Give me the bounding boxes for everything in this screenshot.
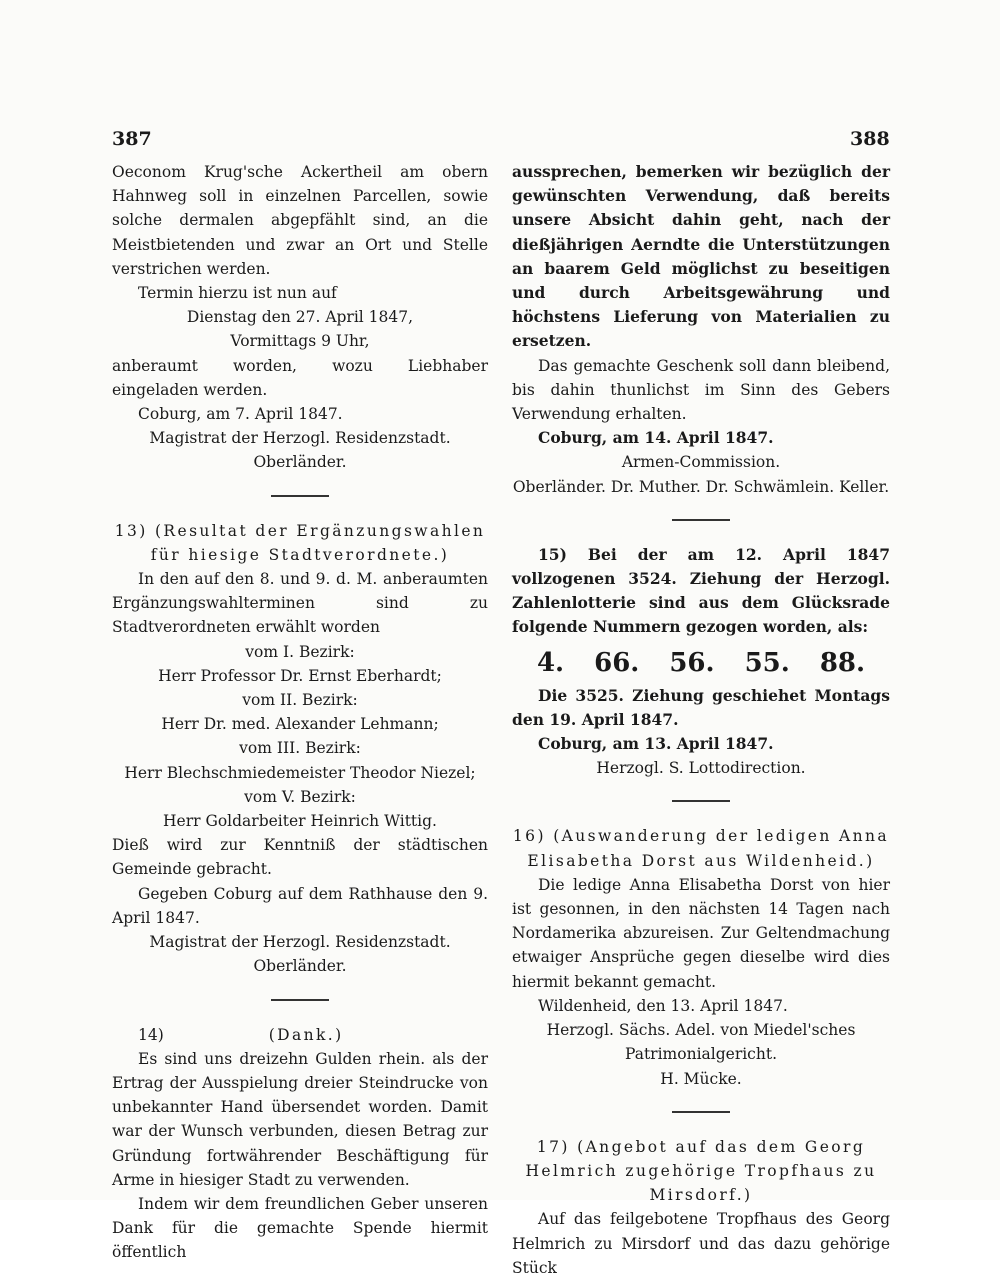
- signer-line-2: Oberländer.: [253, 957, 347, 976]
- gift-paragraph: Das gemachte Geschenk soll dann bleibend, bis dahin thunlichst im Sinn des Gebers Verwendung erhalten.: [512, 356, 890, 424]
- authority-line-2: Magistrat der Herzogl. Residenzstadt.: [149, 933, 451, 952]
- district-3-person: Herr Blechschmiedemeister Theodor Niezel;: [124, 763, 476, 782]
- signers-line: Oberländer. Dr. Muther. Dr. Schwämlein. Keller.: [512, 477, 890, 496]
- authority-line-3: Herzogl. Sächs. Adel. von Miedel'sches Patrimonialgericht.: [546, 1021, 856, 1064]
- given-line: Gegeben Coburg auf dem Rathhause den 9. April 1847.: [112, 884, 488, 927]
- lottery-number: 56.: [669, 647, 715, 678]
- district-5-label: vom V. Bezirk:: [244, 787, 356, 806]
- district-2-person: Herr Dr. med. Alexander Lehmann;: [161, 715, 439, 734]
- authority-line-2: Herzogl. S. Lottodirection.: [596, 759, 806, 778]
- page-number-right: 388: [850, 128, 890, 150]
- section-14-heading: [112, 1023, 488, 1047]
- section-13-body: In den auf den 8. und 9. d. M. anberaumten Ergänzungswahlterminen sind zu Stadtverordneten erwählt worden: [112, 570, 488, 637]
- district-3-label: vom III. Bezirk:: [239, 739, 361, 758]
- section-16-title: 16) (Auswanderung der ledigen Anna Elisabetha Dorst aus Wildenheid.): [512, 827, 890, 870]
- section-14-number: 14): [138, 1025, 164, 1044]
- section-15-body: 15) Bei der am 12. April 1847 vollzogenen 3524. Ziehung der Herzogl. Zahlenlotterie sind aus dem Glücksrade folgende Nummern gezogen worden, als:: [512, 544, 890, 637]
- section-divider: [271, 495, 329, 497]
- signer-line-3: H. Mücke.: [660, 1069, 742, 1088]
- place-date: Coburg, am 7. April 1847.: [138, 405, 343, 424]
- section-divider: [672, 800, 730, 802]
- section-divider: [672, 519, 730, 521]
- section-13-title: 13) (Resultat der Ergänzungswahlen für hiesige Stadtverordnete.): [114, 521, 486, 564]
- left-column: [112, 160, 488, 1265]
- district-1-label: vom I. Bezirk:: [245, 642, 355, 661]
- section-divider: [271, 999, 329, 1001]
- auction-date: Dienstag den 27. April 1847,: [186, 308, 414, 327]
- invite-paragraph: anberaumt worden, wozu Liebhaber eingeladen werden.: [112, 356, 488, 399]
- authority-line: Armen-Commission.: [621, 453, 781, 472]
- lottery-number: 4.: [536, 647, 565, 678]
- section-17-title: 17) (Angebot auf das dem Georg Helmrich zugehörige Tropfhaus zu Mirsdorf.): [525, 1137, 877, 1205]
- termin-line: Termin hierzu ist nun auf: [138, 284, 337, 303]
- place-date-2: Coburg, am 13. April 1847.: [538, 734, 774, 754]
- signer-line: Oberländer.: [253, 453, 347, 472]
- section-16-body: Die ledige Anna Elisabetha Dorst von hier ist gesonnen, in den nächsten 14 Tagen nach Nordamerika abzureisen. Zur Geltendmachung etwaiger Ansprüche gegen dieselbe wird dies hiermit bekannt gemacht.: [512, 875, 890, 991]
- district-1-person: Herr Professor Dr. Ernst Eberhardt;: [158, 666, 442, 685]
- section-14-body-2: Indem wir dem freundlichen Geber unseren Dank für die gemachte Spende hiermit öffentlich: [112, 1194, 488, 1262]
- section-14-title: (Dank.): [268, 1025, 344, 1044]
- place-date: Coburg, am 14. April 1847.: [538, 428, 774, 448]
- lottery-number: 66.: [594, 647, 640, 678]
- notice-paragraph: Dieß wird zur Kenntniß der städtischen Gemeinde gebracht.: [112, 836, 488, 879]
- section-divider: [672, 1111, 730, 1113]
- intro-paragraph: Oeconom Krug'sche Ackertheil am obern Hahnweg soll in einzelnen Parcellen, sowie solche dermalen abgepfählt sind, an die Meistbietenden und zwar an Ort und Stelle verstrichen werden.: [112, 163, 488, 278]
- continuation-paragraph: aussprechen, bemerken wir bezüglich der gewünschten Verwendung, daß bereits unsere Absicht dahin geht, nach der dießjährigen Aerndte die Unterstützungen an baarem Geld möglichst zu beseitigen und durch Arbeitsgewährung und höchstens Lieferung von Materialien zu ersetzen.: [512, 162, 890, 351]
- right-column: [512, 160, 890, 1280]
- lottery-number: 55.: [744, 647, 790, 678]
- district-2-label: vom II. Bezirk:: [242, 691, 358, 710]
- lottery-number: 88.: [819, 647, 866, 678]
- section-17-body: Auf das feilgebotene Tropfhaus des Georg Helmrich zu Mirsdorf und das dazu gehörige Stück: [512, 1210, 890, 1277]
- district-5-person: Herr Goldarbeiter Heinrich Wittig.: [163, 812, 437, 831]
- place-date-3: Wildenheid, den 13. April 1847.: [538, 996, 788, 1015]
- auction-time: Vormittags 9 Uhr,: [230, 332, 370, 351]
- page-number-left: 387: [112, 128, 152, 150]
- authority-line: Magistrat der Herzogl. Residenzstadt.: [149, 429, 451, 448]
- next-drawing: Die 3525. Ziehung geschiehet Montags den 19. April 1847.: [512, 685, 890, 729]
- section-14-body-1: Es sind uns dreizehn Gulden rhein. als der Ertrag der Ausspielung dreier Steindrucke von unbekannter Hand übersendet worden. Damit war der Wunsch verbunden, diesen Betrag zur Gründung fortwährender Beschäftigung für Arme in hiesiger Stadt zu verwenden.: [112, 1049, 488, 1189]
- lottery-numbers: [512, 644, 890, 682]
